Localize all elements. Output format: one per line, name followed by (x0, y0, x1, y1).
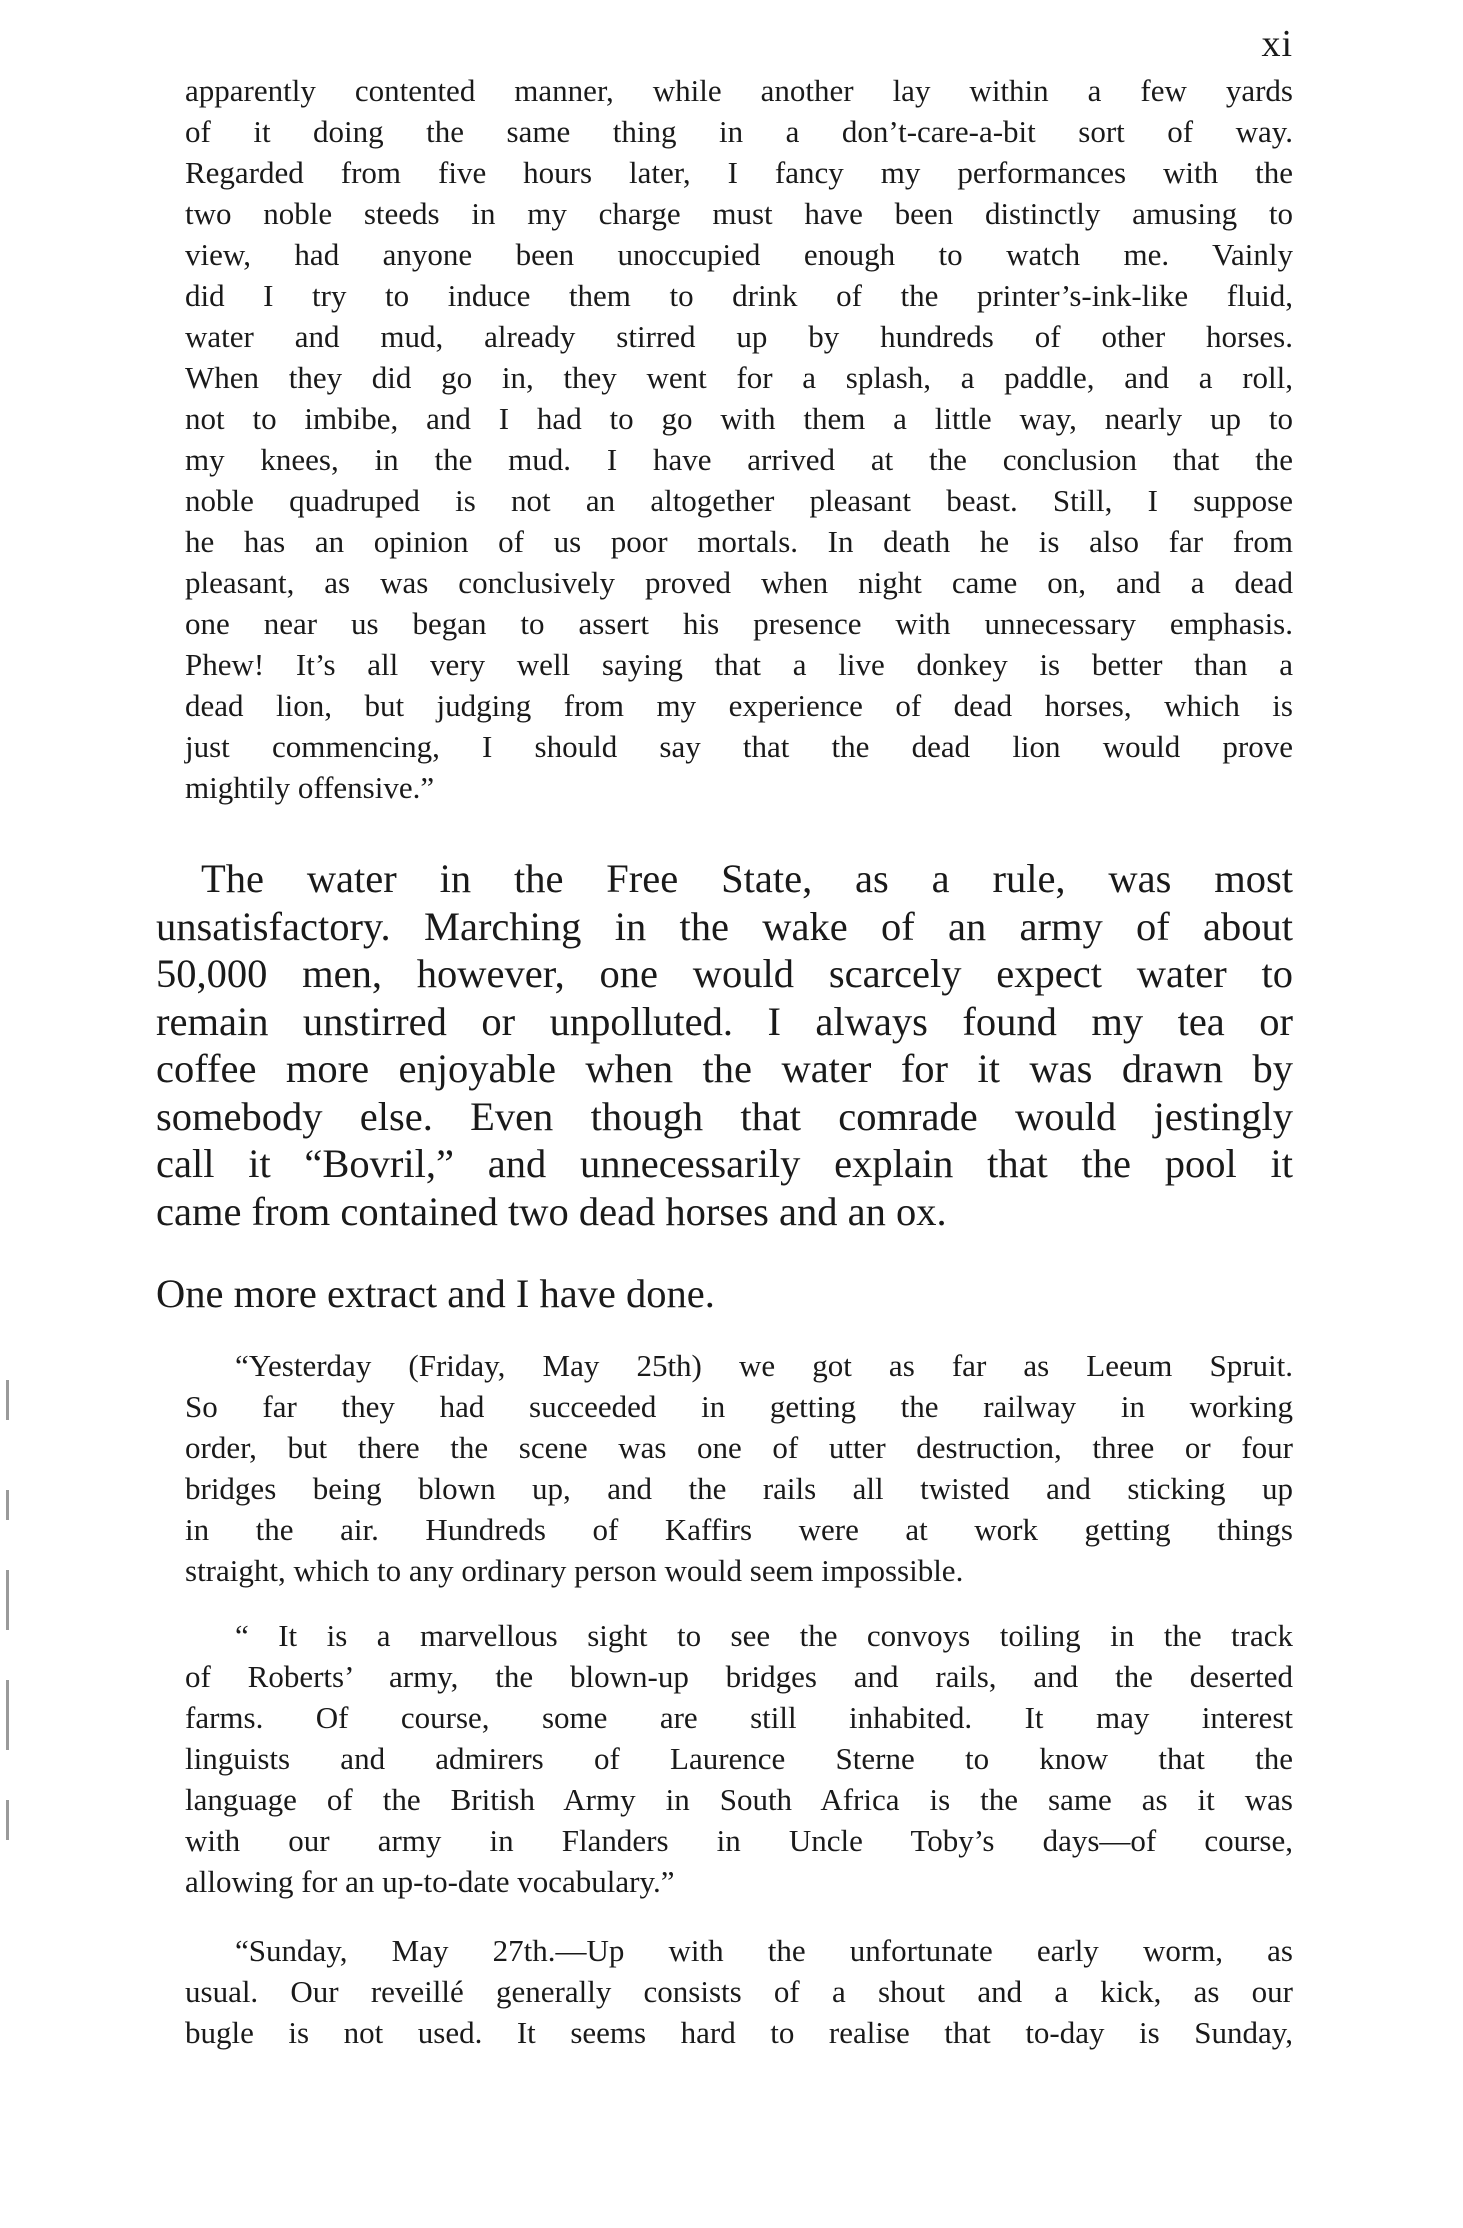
quote-block-convoys (185, 1615, 1293, 1902)
text-line: allowing for an up-to-date vocabulary.” (185, 1864, 675, 1899)
quote-block-sunday (185, 1930, 1293, 2053)
text-line: view, had anyone been unoccupied enough to watch me. Vainly (185, 237, 1293, 272)
text-line: one near us began to assert his presence with unnecessary emphasis. (185, 606, 1293, 641)
text-line: language of the British Army in South Africa is the same as it was (185, 1782, 1293, 1817)
text-line: my knees, in the mud. I have arrived at the conclusion that the (185, 442, 1293, 477)
margin-scan-marks (0, 1380, 20, 1900)
narrative-paragraph-water (156, 855, 1293, 1235)
text-line: Phew! It’s all very well saying that a live donkey is better than a (185, 647, 1293, 682)
page-number: xi (1261, 23, 1293, 65)
quote-block-horses (185, 70, 1293, 808)
text-line: noble quadruped is not an altogether pleasant beast. Still, I suppose (185, 483, 1293, 518)
text-line: The water in the Free State, as a rule, was most (201, 856, 1293, 901)
text-line: dead lion, but judging from my experience of dead horses, which is (185, 688, 1293, 723)
text-line: did I try to induce them to drink of the printer’s-ink-like fluid, (185, 278, 1293, 313)
text-line: not to imbibe, and I had to go with them a little way, nearly up to (185, 401, 1293, 436)
text-line: with our army in Flanders in Uncle Toby’s days—of course, (185, 1823, 1293, 1858)
text-line: mightily offensive.” (185, 770, 435, 805)
text-line: remain unstirred or unpolluted. I always found my tea or (156, 998, 1293, 1044)
text-line: bugle is not used. It seems hard to realise that to-day is Sunday, (185, 2015, 1293, 2050)
text-line: water and mud, already stirred up by hundreds of other horses. (185, 319, 1293, 354)
text-line: When they did go in, they went for a splash, a paddle, and a roll, (185, 360, 1293, 395)
text-line: straight, which to any ordinary person would seem impossible. (185, 1553, 964, 1588)
text-line: just commencing, I should say that the dead lion would prove (185, 729, 1293, 764)
text-line: apparently contented manner, while another lay within a few yards (185, 73, 1293, 108)
text-line: somebody else. Even though that comrade would jestingly (156, 1093, 1293, 1139)
text-line: in the air. Hundreds of Kaffirs were at work getting things (185, 1512, 1293, 1547)
text-line: he has an opinion of us poor mortals. In death he is also far from (185, 524, 1293, 559)
text-line: So far they had succeeded in getting the railway in working (185, 1389, 1293, 1424)
text-line: came from contained two dead horses and an ox. (156, 1188, 947, 1234)
text-line: One more extract and I have done. (156, 1271, 715, 1316)
text-line: Regarded from five hours later, I fancy my performances with the (185, 155, 1293, 190)
text-line: pleasant, as was conclusively proved when night came on, and a dead (185, 565, 1293, 600)
text-line: “Sunday, May 27th.—Up with the unfortunate early worm, as (235, 1933, 1293, 1968)
text-line: usual. Our reveillé generally consists of a shout and a kick, as our (185, 1974, 1293, 2009)
text-line: farms. Of course, some are still inhabited. It may interest (185, 1700, 1293, 1735)
text-line: 50,000 men, however, one would scarcely expect water to (156, 951, 1293, 996)
text-line: linguists and admirers of Laurence Sterne to know that the (185, 1741, 1293, 1776)
text-line: of Roberts’ army, the blown-up bridges and rails, and the deserted (185, 1659, 1293, 1694)
text-line: “Yesterday (Friday, May 25th) we got as far as Leeum Spruit. (235, 1348, 1293, 1383)
text-line: call it “Bovril,” and unnecessarily explain that the pool it (156, 1141, 1293, 1186)
narrative-paragraph-extract (156, 1270, 1293, 1318)
text-line: “ It is a marvellous sight to see the convoys toiling in the track (235, 1618, 1293, 1653)
text-line: two noble steeds in my charge must have been distinctly amusing to (185, 196, 1293, 231)
text-line: coffee more enjoyable when the water for it was drawn by (156, 1046, 1293, 1091)
text-line: bridges being blown up, and the rails all twisted and sticking up (185, 1471, 1293, 1506)
text-line: of it doing the same thing in a don’t-care-a-bit sort of way. (185, 114, 1293, 149)
text-line: unsatisfactory. Marching in the wake of an army of about (156, 903, 1293, 949)
text-line: order, but there the scene was one of utter destruction, three or four (185, 1430, 1293, 1465)
quote-block-yesterday (185, 1345, 1293, 1591)
